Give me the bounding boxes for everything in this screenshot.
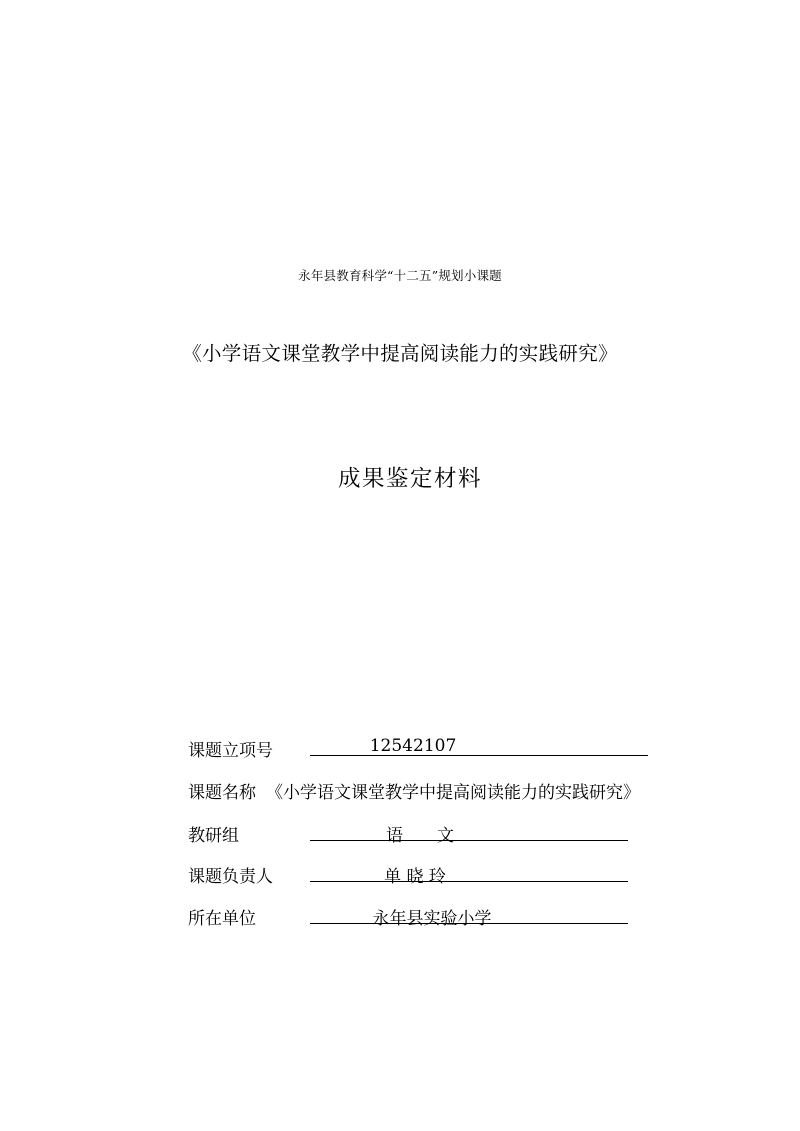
document-type-title: 成果鉴定材料 (337, 466, 482, 492)
project-number-label: 课题立项号 (188, 741, 273, 761)
research-group-value: 语 文 (386, 826, 454, 846)
project-leader-label: 课题负责人 (188, 867, 273, 887)
project-title: 《小学语文课堂教学中提高阅读能力的实践研究》 (182, 342, 618, 365)
project-name-label: 课题名称 (188, 783, 256, 803)
unit-value: 永年县实验小学 (372, 909, 492, 929)
research-group-label: 教研组 (188, 826, 239, 846)
program-subtitle: 永年县教育科学“十二五”规划小课题 (298, 268, 502, 283)
project-name-value: 《小学语文课堂教学中提高阅读能力的实践研究》 (266, 783, 640, 803)
unit-label: 所在单位 (188, 909, 256, 929)
project-leader-value: 单 晓 玲 (384, 867, 446, 887)
project-number-value: 12542107 (369, 736, 457, 756)
